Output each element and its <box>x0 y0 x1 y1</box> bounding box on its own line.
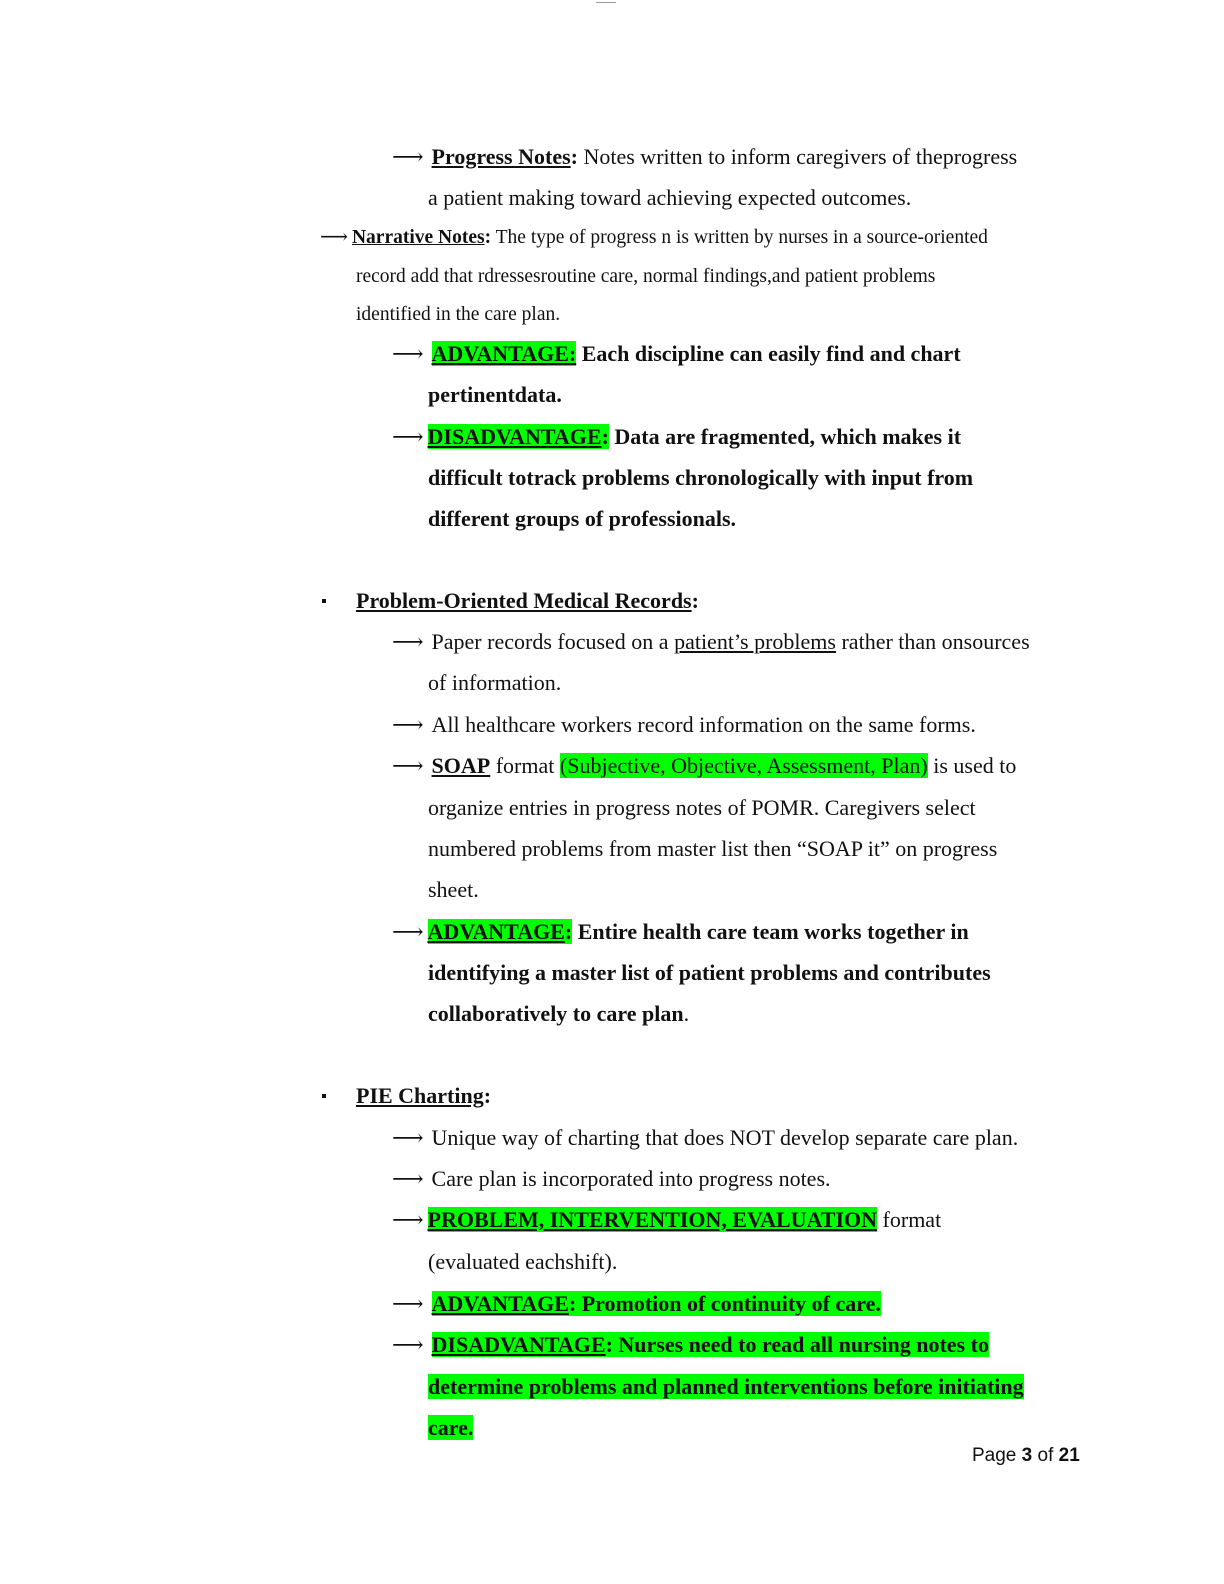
arrow-icon: ⟶ <box>392 1291 424 1316</box>
pomr-item-3-line-2: organize entries in progress notes of POMR. Caregivers select <box>428 795 976 820</box>
pie-item-1 <box>392 1123 1018 1153</box>
arrow-icon: ⟶ <box>320 227 348 248</box>
text: format <box>490 753 560 778</box>
text: is used to <box>927 753 1017 778</box>
arrow-icon: ⟶ <box>392 753 424 778</box>
narrative-disadvantage-line-1 <box>392 422 961 452</box>
advantage-label: ADVANTAGE: <box>431 341 577 366</box>
text: rather than onsources <box>835 629 1030 654</box>
narrative-notes-line-1 <box>320 224 988 252</box>
arrow-icon: ⟶ <box>392 144 424 169</box>
advantage-text: Entire health care team works together in <box>572 919 969 944</box>
narrative-disadvantage-line-3: different groups of professionals. <box>428 506 737 531</box>
advantage-text: Each discipline can easily find and chart <box>576 341 961 366</box>
pomr-advantage-line-2: identifying a master list of patient problems and contributes <box>428 960 991 985</box>
progress-notes-line-1 <box>392 142 1017 172</box>
narrative-advantage-line-2: pertinentdata. <box>428 382 562 407</box>
soap-expansion: (Subjective, Objective, Assessment, Plan) <box>559 753 928 778</box>
pie-heading-text: PIE Charting <box>356 1083 484 1108</box>
arrow-icon: ⟶ <box>392 424 424 449</box>
narrative-advantage-line-1 <box>392 339 961 369</box>
pie-disadvantage-line-2 <box>428 1372 1024 1402</box>
pie-item-3-line-2: (evaluated eachshift). <box>428 1249 618 1274</box>
pomr-item-2 <box>392 710 976 740</box>
colon: : <box>601 424 609 449</box>
pie-advantage <box>392 1289 881 1319</box>
colon: : <box>484 227 492 248</box>
total-pages: 21 <box>1058 1445 1080 1466</box>
narrative-notes-line-3: identified in the care plan. <box>356 304 561 325</box>
text: . <box>683 1001 690 1026</box>
pomr-heading-text: Problem-Oriented Medical Records <box>356 588 692 613</box>
narrative-disadvantage-line-2: difficult totrack problems chronologically with input from <box>428 465 974 490</box>
soap-term: SOAP <box>431 753 491 778</box>
arrow-icon: ⟶ <box>392 1166 424 1191</box>
narrative-notes-term: Narrative Notes <box>351 227 485 248</box>
arrow-icon: ⟶ <box>392 712 424 737</box>
current-page: 3 <box>1021 1445 1033 1466</box>
pie-item-2 <box>392 1164 831 1194</box>
colon: : <box>564 919 573 944</box>
pomr-heading <box>356 586 699 616</box>
disadvantage-text: : Nurses need to read all nursing notes to <box>605 1332 989 1357</box>
arrow-icon: ⟶ <box>392 1207 424 1232</box>
pomr-item-3-line-4: sheet. <box>428 877 479 902</box>
pomr-item-3-line-1 <box>392 751 1016 781</box>
arrow-icon: ⟶ <box>392 919 424 944</box>
disadvantage-label: DISADVANTAGE <box>427 424 602 449</box>
patients-problems-text: patient’s problems <box>674 629 836 654</box>
pomr-advantage-line-3 <box>428 999 689 1029</box>
page-word: Page <box>972 1445 1017 1466</box>
text: collaboratively to care plan <box>428 1001 684 1026</box>
colon: : <box>570 144 578 169</box>
narrative-notes-text: The type of progress n is written by nurses in a source-oriented <box>491 227 988 248</box>
text: All healthcare workers record information on the same forms. <box>431 712 976 737</box>
arrow-icon: ⟶ <box>392 629 424 654</box>
of-word: of <box>1037 1445 1054 1466</box>
page-number <box>972 1444 1080 1468</box>
disadvantage-text: determine problems and planned interventions before initiating <box>428 1374 1024 1399</box>
narrative-notes-line-2: record add that rdressesroutine care, normal findings,and patient problems <box>356 266 936 287</box>
colon: : <box>691 588 699 613</box>
advantage-label: ADVANTAGE <box>427 919 565 944</box>
text: Paper records focused on a <box>431 629 675 654</box>
header-mark <box>596 0 616 3</box>
pomr-item-1-line-1 <box>392 627 1030 657</box>
text: Unique way of charting that does NOT develop separate care plan. <box>431 1125 1019 1150</box>
arrow-icon: ⟶ <box>392 341 424 366</box>
disadvantage-label: DISADVANTAGE <box>431 1332 606 1357</box>
advantage-label: ADVANTAGE <box>431 1291 569 1316</box>
colon: : <box>483 1083 492 1108</box>
text: format <box>877 1207 942 1232</box>
pie-heading <box>356 1081 491 1111</box>
text: Care plan is incorporated into progress notes. <box>431 1166 831 1191</box>
pomr-item-3-line-3: numbered problems from master list then “SOAP it” on progress <box>428 836 998 861</box>
pie-format-term: PROBLEM, INTERVENTION, EVALUATION <box>427 1207 878 1232</box>
pie-disadvantage-line-3 <box>428 1413 473 1443</box>
progress-notes-term: Progress Notes <box>431 144 571 169</box>
disadvantage-text: care. <box>428 1415 474 1440</box>
pomr-item-1-line-2: of information. <box>428 670 562 695</box>
advantage-text: : Promotion of continuity of care. <box>568 1291 881 1316</box>
pie-disadvantage-line-1 <box>392 1330 989 1360</box>
progress-notes-text: Notes written to inform caregivers of theprogress <box>577 144 1018 169</box>
arrow-icon: ⟶ <box>392 1332 424 1357</box>
disadvantage-text: Data are fragmented, which makes it <box>608 424 962 449</box>
bullet-icon <box>322 1094 326 1098</box>
pomr-advantage-line-1 <box>392 917 969 947</box>
progress-notes-line-2: a patient making toward achieving expected outcomes. <box>428 185 912 210</box>
pie-item-3-line-1 <box>392 1205 941 1235</box>
arrow-icon: ⟶ <box>392 1125 424 1150</box>
bullet-icon <box>322 599 326 603</box>
